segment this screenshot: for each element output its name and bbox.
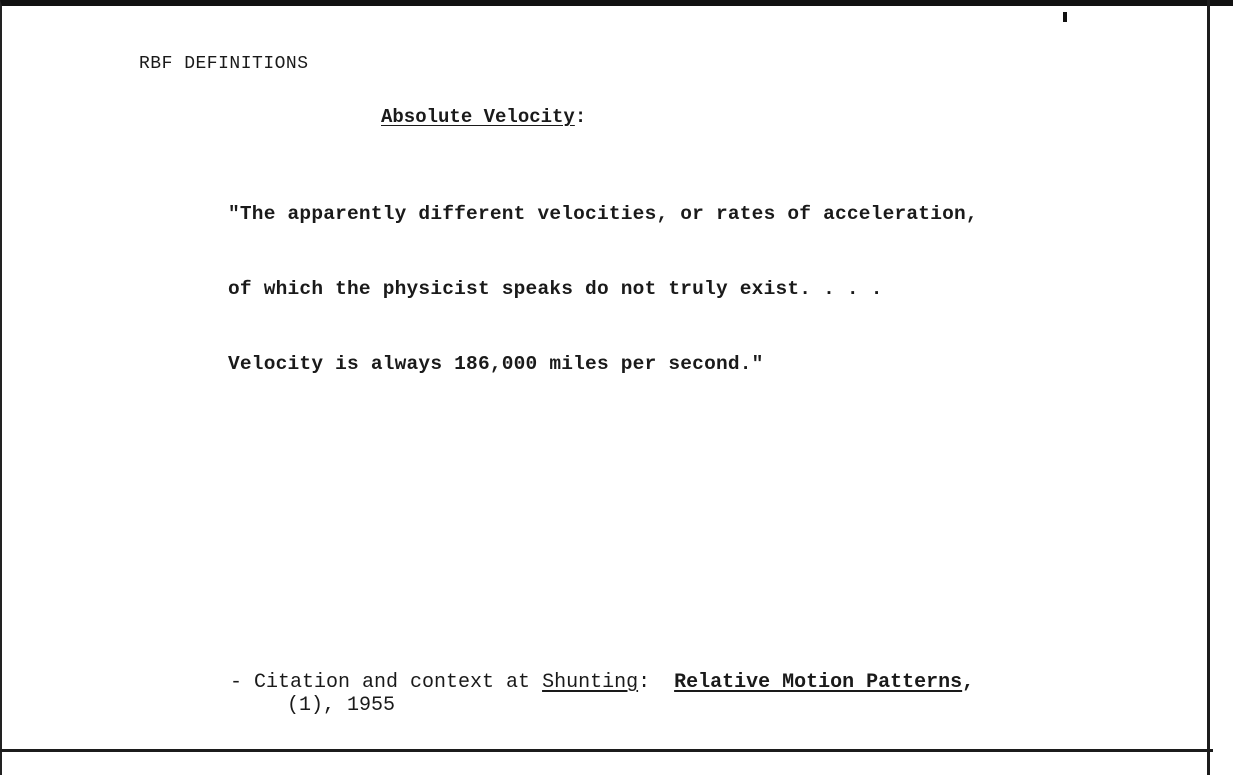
quote-line: "The apparently different velocities, or rates of acceleration,	[228, 203, 978, 225]
term-heading	[381, 106, 586, 128]
card-header: RBF DEFINITIONS	[139, 54, 309, 74]
citation-comma: ,	[962, 671, 975, 694]
ink-speck	[1063, 12, 1067, 22]
citation-source: Shunting	[542, 671, 639, 694]
card-bottom-border	[0, 749, 1213, 752]
term-colon: :	[574, 106, 587, 128]
term-title: Absolute Velocity	[381, 106, 575, 128]
citation-prefix: - Citation and context at	[230, 671, 543, 694]
quote-line: of which the physicist speaks do not truly exist. . . .	[228, 278, 883, 300]
citation-title: Relative Motion Patterns	[674, 671, 963, 694]
citation-separator: :	[638, 671, 675, 694]
quote-line: Velocity is always 186,000 miles per second."	[228, 353, 764, 375]
card-right-border	[1207, 0, 1210, 775]
definition-quote	[228, 152, 978, 427]
citation	[230, 672, 974, 694]
citation-line-2: (1), 1955	[287, 694, 396, 717]
